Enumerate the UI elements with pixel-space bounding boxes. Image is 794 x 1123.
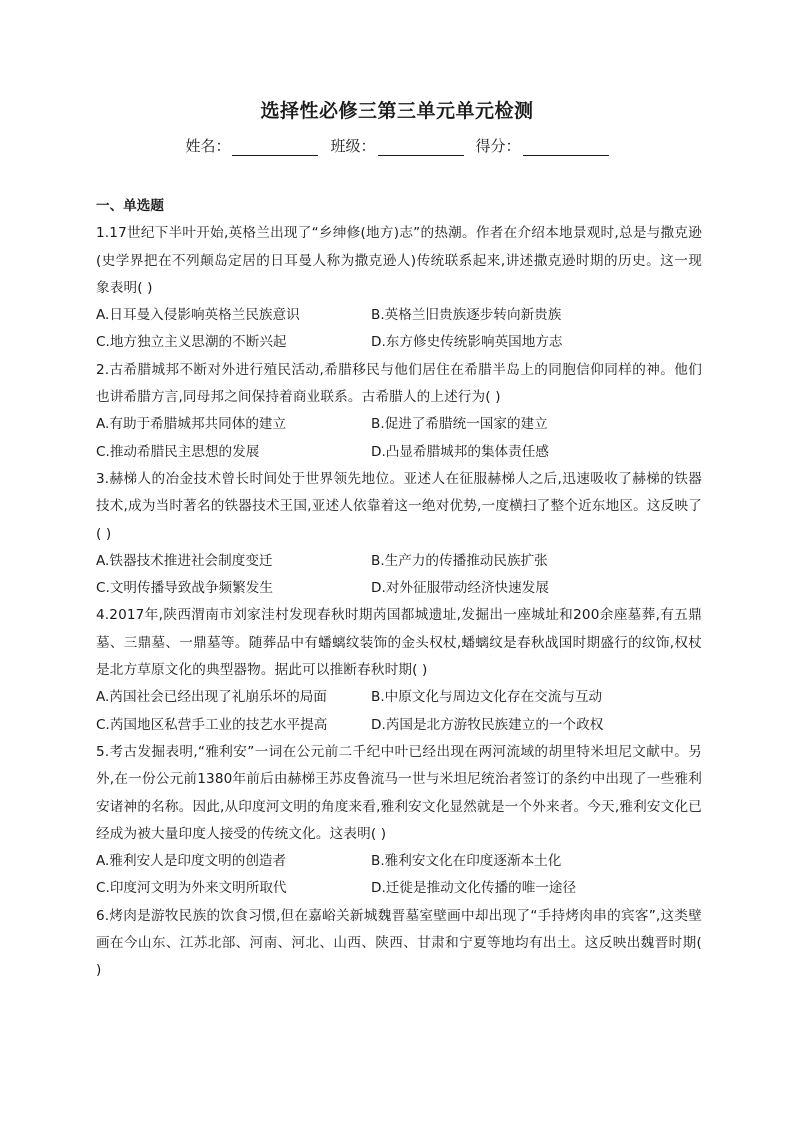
question-5 (96, 739, 702, 903)
option-row (96, 439, 702, 466)
question-stem: 2.古希腊城邦不断对外进行殖民活动,希腊移民与他们居住在希腊半岛上的同胞信仰同样的神。他们也讲希腊方言,同母邦之间保持着商业联系。古希腊人的上述行为( ) (96, 361, 702, 406)
option-d[interactable]: D.东方修史传统影响英国地方志 (371, 334, 563, 351)
option-row (96, 712, 702, 739)
option-b[interactable]: B.雅利安文化在印度逐渐本土化 (371, 853, 562, 870)
option-row (96, 548, 702, 575)
question-stem: 6.烤肉是游牧民族的饮食习惯,但在嘉峪关新城魏晋墓室壁画中却出现了“手持烤肉串的宾客”,这类壁画在今山东、江苏北部、河南、河北、山西、陕西、甘肃和宁夏等地均有出土。这反映出魏晋时期( ) (96, 907, 702, 979)
option-b[interactable]: B.生产力的传播推动民族扩张 (371, 552, 548, 569)
option-d[interactable]: D.芮国是北方游牧民族建立的一个政权 (371, 716, 604, 733)
option-c[interactable]: C.文明传播导致战争频繁发生 (96, 580, 273, 597)
option-row (96, 684, 702, 711)
option-d[interactable]: D.迁徙是推动文化传播的唯一途径 (371, 880, 577, 897)
class-label: 班级： (330, 137, 376, 155)
option-a[interactable]: A.有助于希腊城邦共同体的建立 (96, 416, 287, 433)
question-1 (96, 220, 702, 356)
class-field (330, 135, 463, 156)
option-row (96, 575, 702, 602)
option-b[interactable]: B.中原文化与周边文化存在交流与互动 (371, 689, 603, 706)
page-title: 选择性必修三第三单元单元检测 (260, 100, 534, 122)
option-a[interactable]: A.日耳曼入侵影响英格兰民族意识 (96, 307, 300, 324)
option-row (96, 329, 702, 356)
option-c[interactable]: C.地方独立主义思潮的不断兴起 (96, 334, 287, 351)
option-c[interactable]: C.推动希腊民主思想的发展 (96, 443, 260, 460)
option-row (96, 848, 702, 875)
option-row (96, 411, 702, 438)
class-blank[interactable] (378, 138, 464, 156)
score-blank[interactable] (523, 138, 609, 156)
score-field (476, 135, 609, 156)
question-6 (96, 903, 702, 985)
option-c[interactable]: C.芮国地区私营手工业的技艺水平提高 (96, 716, 328, 733)
question-stem: 5.考古发掘表明,“雅利安”一词在公元前二千纪中叶已经出现在两河流域的胡里特米坦尼文献中。另外,在一份公元前1380年前后由赫梯王苏皮鲁流马一世与米坦尼统治者签订的条约中出现了一些雅利安诸神的名称。因此,从印度河文明的角度来看,雅利安文化显然就是一个外来者。今天,雅利安文化已经成为被大量印度人接受的传统文化。这表明( ) (96, 743, 702, 842)
question-3 (96, 466, 702, 602)
option-b[interactable]: B.促进了希腊统一国家的建立 (371, 416, 548, 433)
name-label: 姓名： (185, 137, 231, 155)
name-blank[interactable] (232, 138, 318, 156)
name-field (185, 135, 318, 156)
option-a[interactable]: A.铁器技术推进社会制度变迁 (96, 552, 273, 569)
score-label: 得分： (475, 137, 521, 155)
question-stem: 3.赫梯人的冶金技术曾长时间处于世界领先地位。亚述人在征服赫梯人之后,迅速吸收了赫梯的铁器技术,成为当时著名的铁器技术王国,亚述人依靠着这一绝对优势,一度横扫了整个近东地区。这反映了( ) (96, 470, 702, 542)
section-heading: 一、单选题 (96, 198, 164, 214)
option-b[interactable]: B.英格兰旧贵族逐步转向新贵族 (371, 307, 562, 324)
question-stem: 4.2017年,陕西渭南市刘家洼村发现春秋时期芮国都城遗址,发掘出一座城址和200余座墓葬,有五鼎墓、三鼎墓、一鼎墓等。随葬品中有蟠螭纹装饰的金头权杖,蟠螭纹是春秋战国时期盛行的纹饰,权杖是北方草原文化的典型器物。据此可以推断春秋时期( ) (96, 607, 702, 679)
option-c[interactable]: C.印度河文明为外来文明所取代 (96, 880, 287, 897)
option-d[interactable]: D.凸显希腊城邦的集体责任感 (371, 443, 549, 460)
student-info-row (0, 135, 794, 156)
option-row (96, 302, 702, 329)
question-4 (96, 602, 702, 738)
option-a[interactable]: A.芮国社会已经出现了礼崩乐坏的局面 (96, 689, 327, 706)
question-content (96, 193, 702, 985)
option-a[interactable]: A.雅利安人是印度文明的创造者 (96, 853, 287, 870)
option-d[interactable]: D.对外征服带动经济快速发展 (371, 580, 549, 597)
option-row (96, 875, 702, 902)
question-2 (96, 357, 702, 466)
question-stem: 1.17世纪下半叶开始,英格兰出现了“乡绅修(地方)志”的热潮。作者在介绍本地景观时,总是与撒克逊(史学界把在不列颠岛定居的日耳曼人称为撒克逊人)传统联系起来,讲述撒克逊时期的历史。这一现象表明( ) (96, 225, 702, 296)
